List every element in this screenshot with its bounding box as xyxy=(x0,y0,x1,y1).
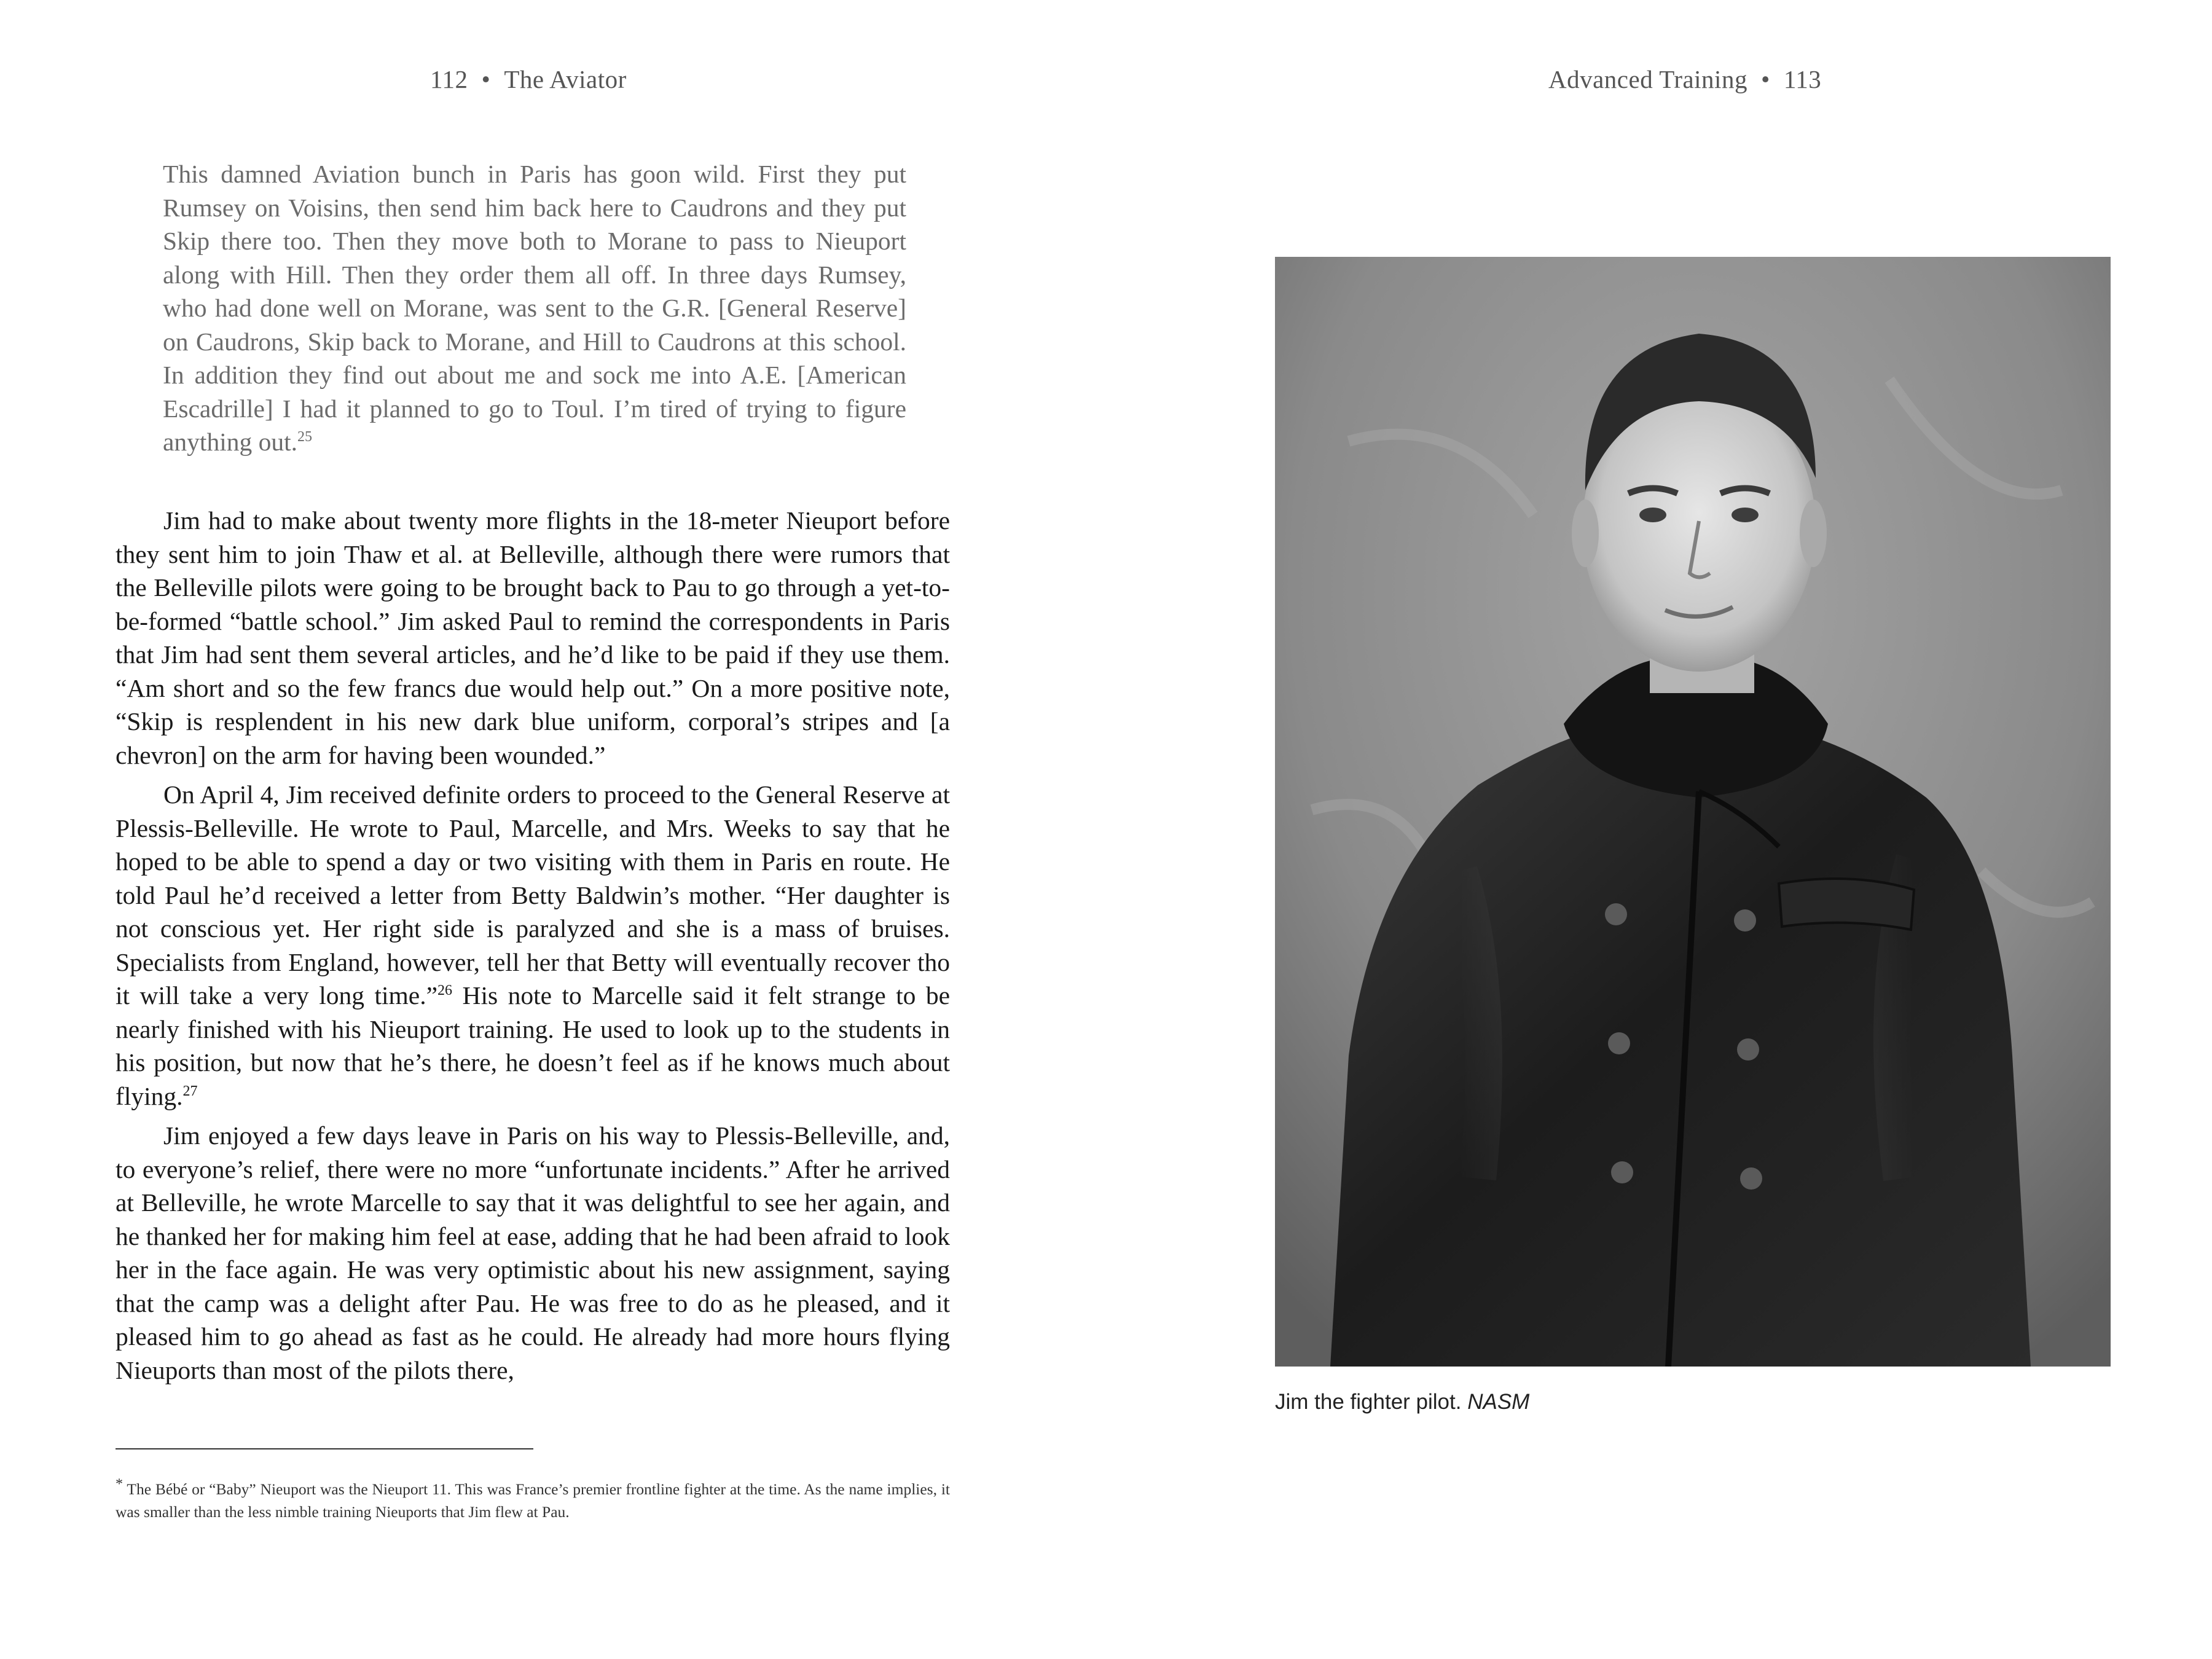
separator-dot: • xyxy=(1760,65,1770,93)
book-title: The Aviator xyxy=(504,65,627,93)
separator-dot: • xyxy=(481,65,491,93)
portrait-illustration xyxy=(1275,257,2111,1367)
photo-credit: NASM xyxy=(1467,1390,1530,1414)
block-quote xyxy=(163,157,906,459)
footnote-marker: * xyxy=(116,1476,123,1492)
caption-text: Jim the fighter pilot. xyxy=(1275,1390,1468,1414)
paragraph xyxy=(116,778,950,1113)
chapter-title: Advanced Training xyxy=(1548,65,1747,93)
page-number: 112 xyxy=(430,65,468,93)
portrait-photo xyxy=(1275,257,2111,1367)
block-quote-text: This damned Aviation bunch in Paris has goon wild. First they put Rumsey on Voisins, then send him back here to Caudrons and they put Skip there too. Then they move both to Morane to pass to Nieuport along with Hill. Then they order them all off. In three days Rumsey, who had done well on Morane, was sent to the G.R. [General Reserve] on Caudrons, Skip back to Morane, and Hill to Caudrons at this school. In addition they find out about me and sock me into A.E. [American Escadrille] I had it planned to go to Toul. I’m tired of trying to figure anything out. xyxy=(163,160,906,456)
paragraph: Jim enjoyed a few days leave in Paris on his way to Plessis-Belleville, and, to everyone’s relief, there were no more “unfortunate incidents.” After he arrived at Belleville, he wrote Marcelle to say that it was delightful to see her again, and he thanked her for making him feel at ease, adding that he had been afraid to look her in the face again. He was very optimistic about his new assignment, saying that the camp was a delight after Pau. He was free to do as he pleased, and it pleased him to go ahead as fast as he could. He already had more hours flying Nieuports than most of the pilots there, xyxy=(116,1121,950,1384)
footnote-ref-27: 27 xyxy=(182,1083,198,1099)
footnote-rule xyxy=(116,1448,533,1449)
paragraph: Jim had to make about twenty more flights in the 18-meter Nieuport before they sent him to join Thaw et al. at Belleville, although there were rumors that the Belleville pilots were going to be brought back to Pau to go through a yet-to-be-formed “battle school.” Jim asked Paul to remind the correspondents in Paris that Jim had sent them several articles, and he’d like to be paid if they use them. “Am short and so the few francs due would help out.” On a more positive note, “Skip is resplendent in his new dark blue uniform, corporal’s stripes and [a chevron] on the arm for having been wounded.” xyxy=(116,506,950,769)
footnote xyxy=(116,1478,950,1523)
footnote-ref-25: 25 xyxy=(297,429,313,445)
footnote-text: The Bébé or “Baby” Nieuport was the Nieuport 11. This was France’s premier frontline fighter at the time. As the name implies, it was smaller than the less nimble training Nieuports that Jim flew at Pau. xyxy=(116,1480,950,1521)
running-head-left xyxy=(430,65,627,94)
running-head-right xyxy=(1548,65,1821,94)
paragraph-text: On April 4, Jim received definite orders to proceed to the General Reserve at Plessis-Belleville. He wrote to Paul, Marcelle, and Mrs. Weeks to say that he hoped to be able to spend a day or two visiting with them in Paris en route. He told Paul he’d received a letter from Betty Baldwin’s mother. “Her daughter is not conscious yet. Her right side is paralyzed and she is a mass of bruises. Specialists from England, however, tell her that Betty will eventually recover tho it will take a very long time.” xyxy=(116,780,950,1010)
footnote-ref-26: 26 xyxy=(437,982,453,999)
photo-caption xyxy=(1275,1390,1529,1414)
right-page xyxy=(1106,0,2212,1659)
body-text xyxy=(116,504,950,1393)
page-number: 113 xyxy=(1783,65,1822,93)
paragraph-text: His note to Marcelle said it felt strange to be nearly finished with his Nieuport training. He used to look up to the students in his position, but now that he’s there, he doesn’t feel as if he knows much about flying. xyxy=(116,981,951,1110)
